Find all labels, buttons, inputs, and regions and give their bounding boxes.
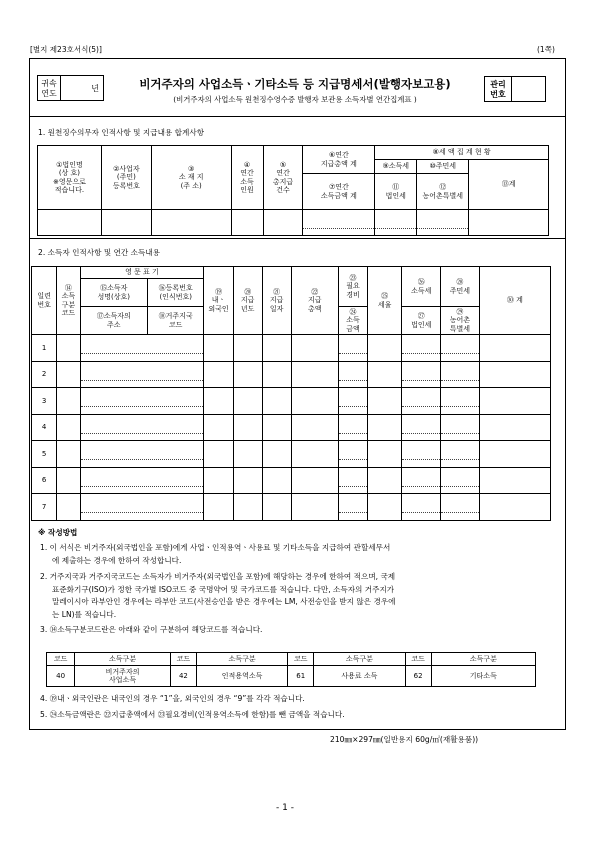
note-line: 2. 거주지국과 거주지국코드는 소득자가 비거주자(외국법인을 포함)에 해당하는 경우에 한하여 적으며, 국제 bbox=[40, 572, 396, 581]
col-rate: ㉕ 세율 bbox=[367, 267, 401, 335]
table-row bbox=[32, 494, 551, 521]
form-id: [별지 제23호서식(5)] bbox=[30, 45, 102, 54]
cell[interactable] bbox=[479, 494, 550, 521]
cell[interactable] bbox=[233, 361, 262, 388]
english-header: 영 문 표 기 bbox=[80, 267, 204, 279]
cell[interactable] bbox=[262, 361, 291, 388]
table-row bbox=[32, 361, 551, 388]
payer-table bbox=[37, 145, 549, 236]
code-header: 코드 bbox=[405, 653, 431, 666]
tax-corp: ⑪ 법인세 bbox=[375, 174, 417, 210]
cell[interactable] bbox=[339, 335, 368, 362]
page-number: - 1 - bbox=[276, 803, 294, 813]
cell[interactable] bbox=[233, 414, 262, 441]
cell[interactable] bbox=[233, 467, 262, 494]
code-value: 61 bbox=[288, 666, 314, 687]
cell[interactable] bbox=[441, 467, 480, 494]
type-header: 소득구분 bbox=[431, 653, 535, 666]
cell[interactable] bbox=[57, 335, 80, 362]
type-value: 사용료 소득 bbox=[314, 666, 405, 687]
col-address: ③ 소 재 지 (주 소) bbox=[151, 146, 231, 210]
code-value: 40 bbox=[47, 666, 75, 687]
tax-income: ⑨소득세 bbox=[375, 160, 417, 174]
col-annual-income: ⑦연간 소득금액 계 bbox=[303, 174, 375, 210]
table-row bbox=[32, 414, 551, 441]
col-total: ㉚ 계 bbox=[479, 267, 550, 335]
cell[interactable] bbox=[233, 335, 262, 362]
cell-english[interactable] bbox=[80, 335, 204, 362]
cell[interactable] bbox=[402, 335, 441, 362]
table-row bbox=[32, 388, 551, 415]
table-row bbox=[32, 467, 551, 494]
cell[interactable] bbox=[479, 335, 550, 362]
paper-spec: 210㎜×297㎜(일반용지 60g/㎡(재활용품)) bbox=[330, 735, 479, 744]
cell[interactable] bbox=[367, 414, 401, 441]
cell[interactable] bbox=[339, 388, 368, 415]
field-annual-persons[interactable] bbox=[231, 210, 263, 236]
col-income-code: ⑭ 소득 구분 코드 bbox=[57, 267, 80, 335]
note-line: 4. ⑲내ㆍ외국인란은 내국인의 경우 “1”을, 외국인의 경우 “9”를 각각 적습니다. bbox=[40, 694, 305, 703]
cell[interactable] bbox=[402, 361, 441, 388]
note-line: 말레이시아 라부안인 경우에는 라부안 코드(사전승인을 받은 경우에는 LM, 사전승인을 받지 않은 경우에 bbox=[52, 597, 396, 606]
type-value: 기타소득 bbox=[431, 666, 535, 687]
cell-english[interactable] bbox=[80, 388, 204, 415]
col-pay-amount: ㉒ 지급 총액 bbox=[291, 267, 338, 335]
col-pay-year: ⑳ 지급 년도 bbox=[233, 267, 262, 335]
recipient-table bbox=[31, 266, 551, 521]
year-field[interactable] bbox=[60, 75, 104, 101]
note-line: 는 LN)를 적습니다. bbox=[52, 609, 117, 619]
col-expense: ㉓ 필요 경비 bbox=[339, 267, 368, 307]
cell[interactable] bbox=[479, 414, 550, 441]
cell[interactable] bbox=[233, 441, 262, 468]
cell[interactable] bbox=[441, 335, 480, 362]
field-annual-count[interactable] bbox=[263, 210, 303, 236]
cell[interactable] bbox=[291, 494, 338, 521]
note-line: 3. ⑭소득구분코드란은 아래와 같이 구분하여 해당코드를 적습니다. bbox=[40, 625, 263, 634]
mgmt-label: 관리 번호 bbox=[490, 80, 506, 99]
note-line: 표준화기구(ISO)가 정한 국가별 ISO코드 중 국명약어 및 국가코드를 적습니다. 다만, 소득자의 거주지가 bbox=[52, 584, 395, 594]
cell[interactable] bbox=[339, 494, 368, 521]
cell[interactable] bbox=[479, 361, 550, 388]
col-country: ⑱거주지국 코드 bbox=[148, 307, 204, 335]
tax-summary-header: ⑧세 액 집 계 현 황 bbox=[375, 146, 549, 160]
cell[interactable] bbox=[291, 335, 338, 362]
col-resident-tax: ㉘ 주민세 bbox=[441, 267, 480, 307]
tax-resident: ⑩주민세 bbox=[417, 160, 469, 174]
cell[interactable] bbox=[262, 441, 291, 468]
cell[interactable] bbox=[441, 361, 480, 388]
cell[interactable] bbox=[367, 388, 401, 415]
col-annual-amount: ⑥연간 지급총액 계 bbox=[303, 146, 375, 174]
cell[interactable] bbox=[291, 441, 338, 468]
cell[interactable] bbox=[402, 494, 441, 521]
col-annual-persons: ④ 연간 소득 인원 bbox=[231, 146, 263, 210]
year-label-box bbox=[37, 75, 61, 101]
cell[interactable] bbox=[402, 467, 441, 494]
document-title: 비거주자의 사업소득ㆍ기타소득 등 지급명세서(발행자보고용) bbox=[139, 77, 451, 91]
cell[interactable] bbox=[339, 441, 368, 468]
cell[interactable] bbox=[262, 335, 291, 362]
cell[interactable] bbox=[479, 441, 550, 468]
tax-farm: ⑫ 농어촌특별세 bbox=[417, 174, 469, 210]
document-subtitle: (비거주자의 사업소득 원천징수영수증 발행자 보관용 소득자별 연간집계표 ) bbox=[173, 95, 417, 104]
cell[interactable] bbox=[233, 388, 262, 415]
cell-english[interactable] bbox=[80, 361, 204, 388]
cell[interactable] bbox=[441, 414, 480, 441]
col-corp-name: ①법인명 (상 호) ※영문으로 적습니다. bbox=[38, 146, 102, 210]
field-biz-regno[interactable] bbox=[101, 210, 151, 236]
notes-tail bbox=[40, 693, 560, 721]
cell[interactable] bbox=[339, 361, 368, 388]
type-header: 소득구분 bbox=[75, 653, 171, 666]
cell[interactable] bbox=[291, 414, 338, 441]
cell[interactable] bbox=[262, 467, 291, 494]
cell[interactable] bbox=[339, 467, 368, 494]
row-number: 3 bbox=[32, 388, 57, 415]
type-header: 소득구분 bbox=[314, 653, 405, 666]
table-row bbox=[32, 441, 551, 468]
field-amounts[interactable] bbox=[303, 210, 375, 236]
type-value: 비거주자의 사업소득 bbox=[75, 666, 171, 687]
code-value: 62 bbox=[405, 666, 431, 687]
cell[interactable] bbox=[291, 361, 338, 388]
year-label: 귀속 연도 bbox=[41, 79, 57, 98]
field-address[interactable] bbox=[151, 210, 231, 236]
cell[interactable] bbox=[57, 361, 80, 388]
section2-heading: 2. 소득자 인적사항 및 연간 소득내용 bbox=[38, 248, 161, 257]
cell[interactable] bbox=[291, 388, 338, 415]
cell[interactable] bbox=[262, 494, 291, 521]
row-number: 7 bbox=[32, 494, 57, 521]
tax-total: ⑬계 bbox=[469, 160, 549, 210]
cell[interactable] bbox=[204, 388, 233, 415]
row-number: 2 bbox=[32, 361, 57, 388]
code-header: 코드 bbox=[288, 653, 314, 666]
section1-heading: 1. 원천징수의무자 인적사항 및 지급내용 합계사항 bbox=[38, 128, 205, 137]
code-header: 코드 bbox=[170, 653, 196, 666]
mgmt-number-field[interactable] bbox=[511, 76, 546, 102]
cell[interactable] bbox=[233, 494, 262, 521]
cell[interactable] bbox=[57, 414, 80, 441]
cell[interactable] bbox=[57, 441, 80, 468]
code-header: 코드 bbox=[47, 653, 75, 666]
cell[interactable] bbox=[262, 388, 291, 415]
cell[interactable] bbox=[204, 441, 233, 468]
cell[interactable] bbox=[479, 467, 550, 494]
cell[interactable] bbox=[57, 467, 80, 494]
cell[interactable] bbox=[402, 441, 441, 468]
notes-body bbox=[40, 542, 560, 637]
notes-heading: ※ 작성방법 bbox=[38, 528, 78, 537]
cell[interactable] bbox=[367, 335, 401, 362]
cell[interactable] bbox=[204, 494, 233, 521]
cell[interactable] bbox=[367, 361, 401, 388]
code-value: 42 bbox=[170, 666, 196, 687]
cell[interactable] bbox=[262, 414, 291, 441]
cell[interactable] bbox=[291, 467, 338, 494]
cell-english[interactable] bbox=[80, 467, 204, 494]
cell-english[interactable] bbox=[80, 494, 204, 521]
cell[interactable] bbox=[479, 388, 550, 415]
cell[interactable] bbox=[441, 441, 480, 468]
note-line: 에 제출하는 경우에 한하여 작성합니다. bbox=[52, 555, 182, 565]
col-annual-count: ⑤ 연간 총지급 건수 bbox=[263, 146, 303, 210]
year-unit: 년 bbox=[91, 84, 99, 93]
cell[interactable] bbox=[367, 441, 401, 468]
page-mark: (1쪽) bbox=[537, 45, 555, 54]
note-line: 1. 이 서식은 비거주자(외국법인을 포함)에게 사업ㆍ인적용역ㆍ사용료 및 기타소득을 지급하여 관할세무서 bbox=[40, 543, 391, 552]
field-tax-income[interactable] bbox=[375, 210, 417, 236]
col-income-tax: ㉖ 소득세 bbox=[402, 267, 441, 307]
row-number: 5 bbox=[32, 441, 57, 468]
col-resident: ⑲ 내ㆍ 외국인 bbox=[204, 267, 233, 335]
field-tax-total[interactable] bbox=[469, 210, 549, 236]
cell[interactable] bbox=[402, 388, 441, 415]
cell[interactable] bbox=[339, 414, 368, 441]
cell[interactable] bbox=[367, 494, 401, 521]
income-code-table bbox=[46, 652, 536, 687]
cell[interactable] bbox=[367, 467, 401, 494]
col-serial: 일련 번호 bbox=[32, 267, 57, 335]
col-income-amt: ㉔ 소득 금액 bbox=[339, 307, 368, 335]
col-pay-date: ㉑ 지급 일자 bbox=[262, 267, 291, 335]
cell[interactable] bbox=[57, 494, 80, 521]
type-value: 인적용역소득 bbox=[196, 666, 287, 687]
divider bbox=[29, 238, 566, 239]
cell[interactable] bbox=[204, 414, 233, 441]
col-farm-tax: ㉙ 농어촌 특별세 bbox=[441, 307, 480, 335]
note-line: 5. ㉔소득금액란은 ㉒지급총액에서 ㉓필요경비(인적용역소득에 한함)를 뺀 금액을 적습니다. bbox=[40, 709, 345, 719]
cell-english[interactable] bbox=[80, 441, 204, 468]
col-biz-regno: ②사업자 (주민) 등록번호 bbox=[101, 146, 151, 210]
cell[interactable] bbox=[441, 494, 480, 521]
cell[interactable] bbox=[57, 388, 80, 415]
col-addr: ⑰소득자의 주소 bbox=[80, 307, 148, 335]
cell[interactable] bbox=[204, 335, 233, 362]
divider bbox=[29, 116, 566, 117]
row-number: 1 bbox=[32, 335, 57, 362]
cell[interactable] bbox=[441, 388, 480, 415]
mgmt-label-box bbox=[484, 76, 512, 102]
col-regno: ⑯등록번호 (인식번호) bbox=[148, 279, 204, 307]
field-tax-resident[interactable] bbox=[417, 210, 469, 236]
type-header: 소득구분 bbox=[196, 653, 287, 666]
cell[interactable] bbox=[204, 467, 233, 494]
row-number: 4 bbox=[32, 414, 57, 441]
row-number: 6 bbox=[32, 467, 57, 494]
cell[interactable] bbox=[204, 361, 233, 388]
table-row bbox=[32, 335, 551, 362]
cell[interactable] bbox=[402, 414, 441, 441]
col-corp-tax: ㉗ 법인세 bbox=[402, 307, 441, 335]
field-corp-name[interactable] bbox=[38, 210, 102, 236]
col-name: ⑮소득자 성명(상호) bbox=[80, 279, 148, 307]
cell-english[interactable] bbox=[80, 414, 204, 441]
